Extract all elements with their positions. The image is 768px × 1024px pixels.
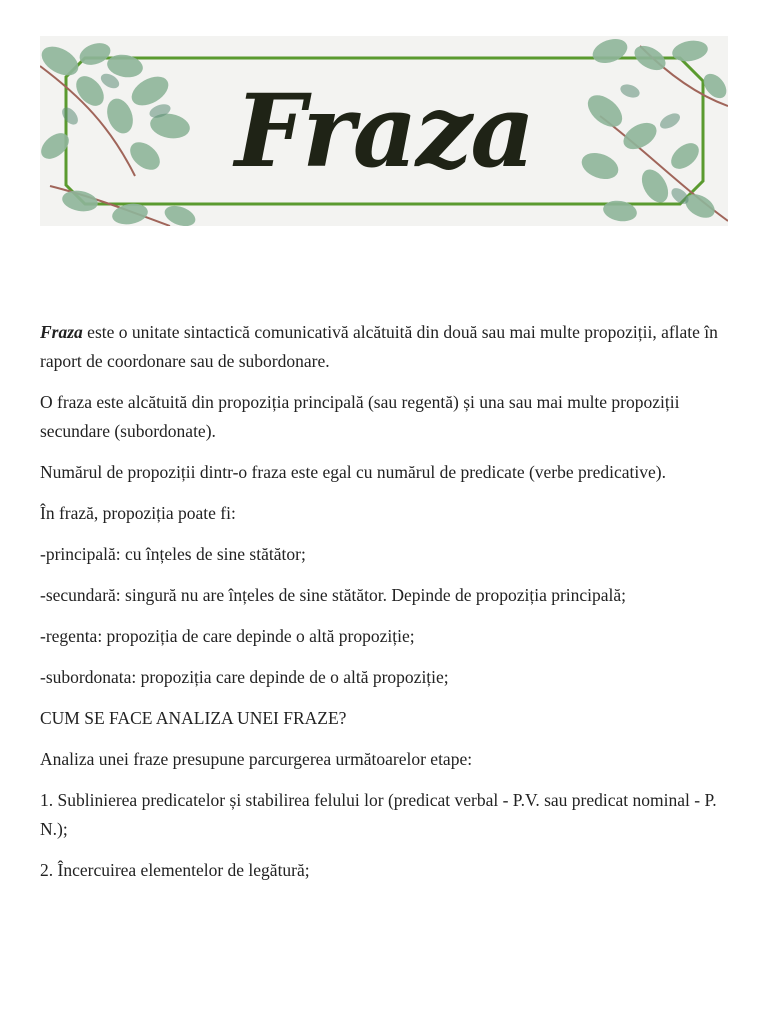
step-1: 1. Sublinierea predicatelor și stabilirea felului lor (predicat verbal - P.V. sau predicat nominal - P. N.);	[40, 790, 717, 839]
page-title: Fraza	[234, 72, 534, 190]
section-heading: CUM SE FACE ANALIZA UNEI FRAZE?	[40, 708, 347, 728]
list-item-regenta: -regenta: propoziția de care depinde o altă propoziție;	[40, 626, 415, 646]
defined-term: Fraza	[40, 322, 83, 342]
list-item-secundara: -secundară: singură nu are înțeles de sine stătător. Depinde de propoziția principală;	[40, 585, 627, 605]
title-banner	[40, 36, 728, 226]
document-body	[40, 318, 732, 897]
paragraph-definition	[40, 318, 732, 376]
paragraph-composition: O fraza este alcătuită din propoziția principală (sau regentă) și una sau mai multe propoziții secundare (subordonate).	[40, 392, 680, 441]
step-2: 2. Încercuirea elementelor de legătură;	[40, 860, 310, 880]
paragraph-roles-intro: În frază, propoziția poate fi:	[40, 503, 236, 523]
definition-text: este o unitate sintactică comunicativă alcătuită din două sau mai multe propoziții, aflate în raport de coordonare sau de subordonare.	[40, 322, 718, 371]
paragraph-analysis-intro: Analiza unei fraze presupune parcurgerea următoarelor etape:	[40, 749, 473, 769]
list-item-principala: -principală: cu înțeles de sine stătător;	[40, 544, 306, 564]
paragraph-predicate-count: Numărul de propoziții dintr-o fraza este egal cu numărul de predicate (verbe predicative).	[40, 462, 666, 482]
list-item-subordonata: -subordonata: propoziția care depinde de o altă propoziție;	[40, 667, 449, 687]
